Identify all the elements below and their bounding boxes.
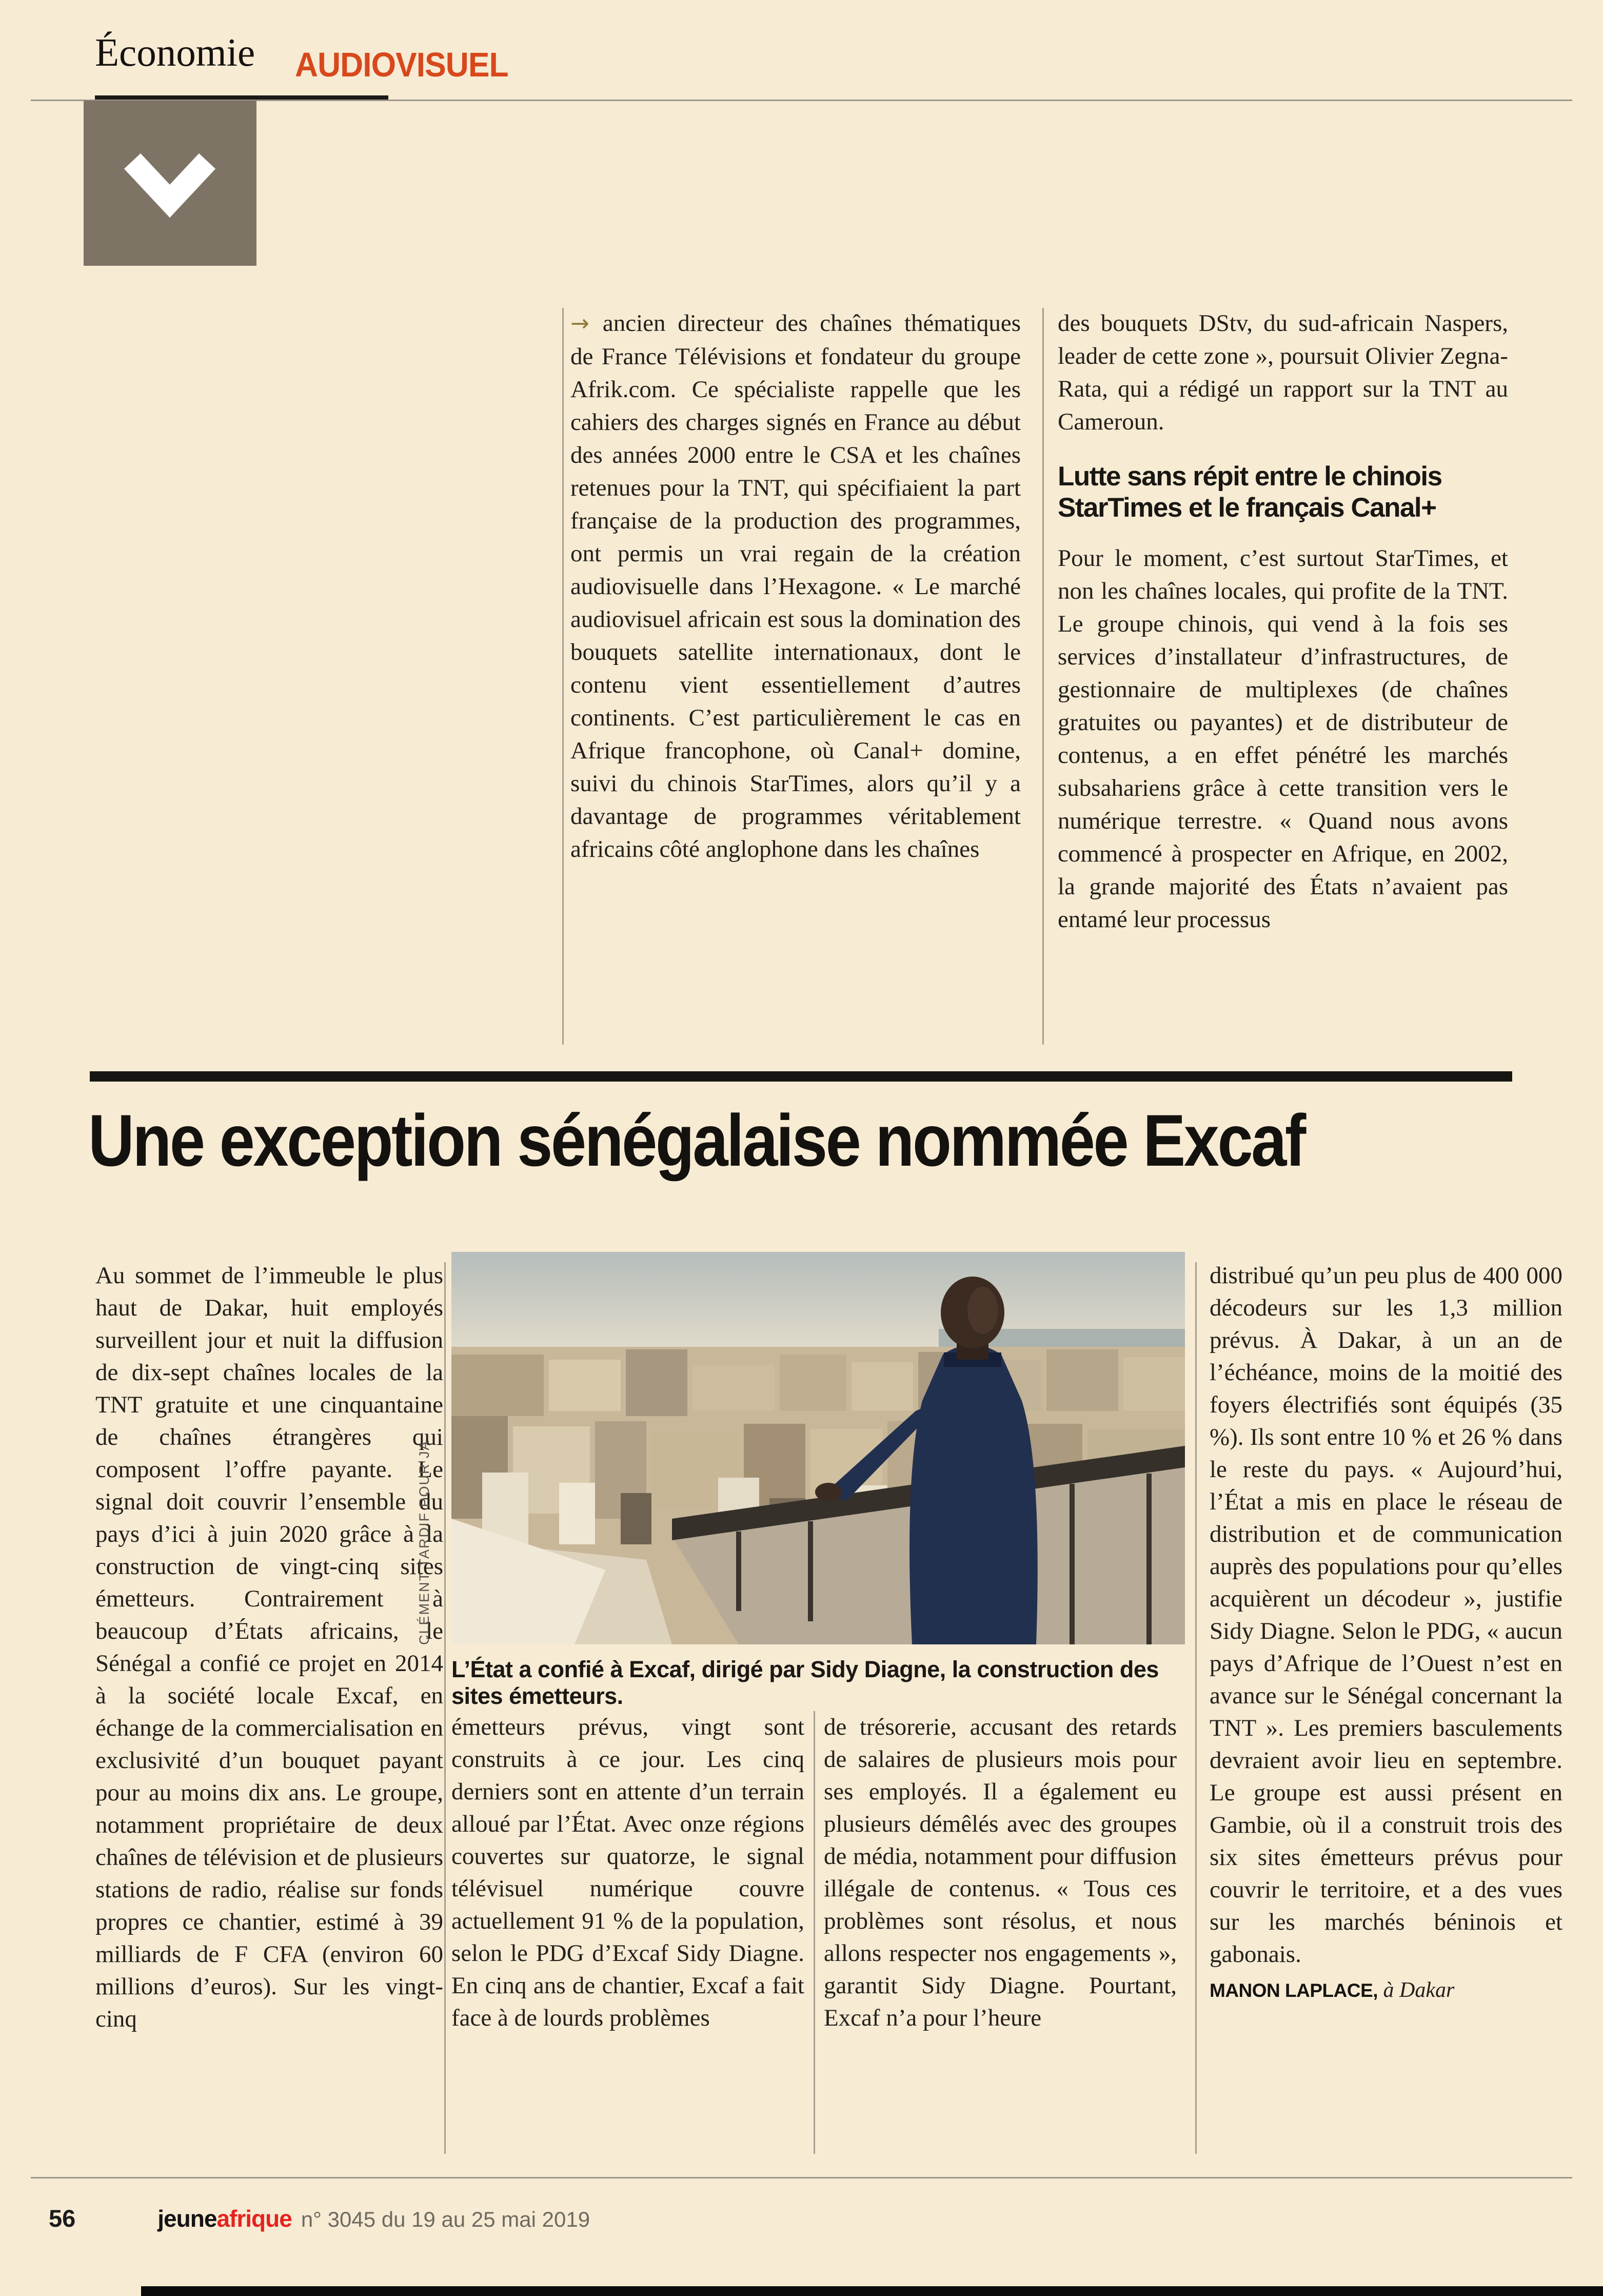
top-article-col2 <box>1058 307 1508 936</box>
byline-name: MANON LAPLACE, <box>1210 1980 1378 2001</box>
byline <box>1210 1978 1562 2003</box>
feature-headline-text: Une exception sénégalaise nommée Excaf <box>88 1100 1304 1182</box>
column-rule <box>814 1711 815 2154</box>
top-article-col1-body: ancien directeur des chaînes thématiques de France Télévisions et fondateur du groupe Afrik.com. Ce spécialiste rappelle que les cahiers des charges signés en France au début des années 2000 entre le CSA et les chaînes retenues pour la TNT, qui spécifiaient la part française de la production des programmes, ont permis un vrai regain de la création audiovisuelle dans l’Hexagone. « Le marché audiovisuel africain est sous la domination des bouquets satellite internationaux, dont le contenu vient essentiellement d’autres continents. C’est particulièrement le cas en Afrique francophone, où Canal+ domine, suivi du chinois StarTimes, alors qu’il y a davantage de programmes véritablement africains côté anglophone dans les chaînes <box>570 310 1021 862</box>
top-article-col2-body: Pour le moment, c’est surtout StarTimes, et non les chaînes locales, qui profite de la TNT. Le groupe chinois, qui vend à la fois ses services d’installateur d’infrastructures, de gestionnaire de multiplexes (de chaînes gratuites ou payantes) et de distributeur de contenus, a en effet pénétré les marchés subsahariens grâce à cette transition vers le numérique terrestre. « Quand nous avons commencé à prospecter en Afrique, en 2002, la grande majorité des États n’avaient pas entamé leur processus <box>1058 545 1508 933</box>
issue-info: n° 3045 du 19 au 25 mai 2019 <box>301 2207 590 2231</box>
feature-col3 <box>824 1711 1177 2034</box>
footer-rule <box>31 2177 1572 2179</box>
feature-divider <box>90 1071 1512 1082</box>
photo-caption: L’État a confié à Excaf, dirigé par Sidy Diagne, la construction des sites émetteurs. <box>451 1656 1159 1709</box>
photo-sidy-diagne <box>451 1252 1185 1644</box>
rubric-label: AUDIOVISUEL <box>295 46 508 84</box>
column-rule <box>444 1262 446 2154</box>
magazine-logo-jeune: jeune <box>157 2205 217 2232</box>
header-rule <box>31 100 1572 101</box>
feature-col2 <box>451 1711 804 2034</box>
column-rule <box>562 308 564 1045</box>
magazine-logo <box>157 2205 292 2232</box>
continuation-arrow-icon: → <box>570 310 589 337</box>
top-article-col1 <box>570 307 1021 866</box>
footer <box>49 2204 590 2232</box>
feature-col4-text: distribué qu’un peu plus de 400 000 décodeurs sur les 1,3 million prévus. À Dakar, à un an de l’échéance, moins de la moitié des foyers électrifiés sont équipés (35 %). Ils sont entre 10 % et 26 % dans le reste du pays. « Aujourd’hui, l’État a mis en place le réseau de distribution et de communication auprès des populations pour qu’elles acquièrent un décodeur », justifie Sidy Diagne. Selon le PDG, « aucun pays d’Afrique de l’Ouest n’est en avance sur le Sénégal concernant la TNT ». Les premiers basculements devraient avoir lieu en septembre. Le groupe est aussi présent en Gambie, où il a construit trois des six sites émetteurs prévus pour couvrir le territoire, et a des vues sur les marchés béninois et gabonais. <box>1210 1262 1562 1968</box>
feature-col4 <box>1210 1260 1562 2003</box>
feature-headline <box>88 1099 1486 1183</box>
feature-col1 <box>95 1260 443 2035</box>
column-rule <box>1195 1262 1197 2154</box>
subhead: Lutte sans répit entre le chinois StarTimes et le français Canal+ <box>1058 461 1442 523</box>
feature-col1-text: Au sommet de l’immeuble le plus haut de Dakar, huit employés surveillent jour et nuit la diffusion de dix-sept chaînes locales de la TNT gratuite et une cinquantaine de chaînes étrangères qui composent l’offre payante. Le signal doit couvrir l’ensemble du pays d’ici à juin 2020 grâce à la construction de vingt-cinq sites émetteurs. Contrairement à beaucoup d’États africains, le Sénégal a confié ce projet en 2014 à la société locale Excaf, en échange de la commercialisation en exclusivité d’un bouquet payant pour au moins dix ans. Le groupe, notamment propriétaire de deux chaînes de télévision et de plusieurs stations de radio, réalise sur fonds propres ce chantier, estimé à 39 milliards de F CFA (environ 60 millions d’euros). Sur les vingt-cinq <box>95 1262 443 2032</box>
bottom-bar <box>141 2286 1603 2296</box>
photo-illustration <box>451 1252 1185 1644</box>
section-title: Économie <box>95 30 255 74</box>
photo-credit: CLÉMENT TARDIF POUR JA <box>417 1440 432 1645</box>
feature-col2-text: émetteurs prévus, vingt sont construits à ce jour. Les cinq derniers sont en attente d’un terrain alloué par l’État. Avec onze régions couvertes sur quatorze, le signal télévisuel numérique couvre actuellement 91 % de la population, selon le PDG d’Excaf Sidy Diagne. En cinq ans de chantier, Excaf a fait face à de lourds problèmes <box>451 1714 804 2031</box>
magazine-logo-afrique: afrique <box>216 2205 292 2232</box>
down-chevron-tile <box>84 101 256 266</box>
top-article-col1-text <box>570 307 1021 866</box>
chevron-down-icon <box>84 101 256 266</box>
page-number: 56 <box>49 2205 76 2232</box>
top-article-col2-intro: des bouquets DStv, du sud-africain Naspers, leader de cette zone », poursuit Olivier Zegna-Rata, qui a rédigé un rapport sur la TNT au Cameroun. <box>1058 310 1508 435</box>
feature-col3-text: de trésorerie, accusant des retards de salaires de plusieurs mois pour ses employés. Il a également eu plusieurs démêlés avec des groupes de média, notamment pour diffusion illégale de contenus. « Tous ces problèmes sont résolus, et nous allons respecter nos engagements », garantit Sidy Diagne. Pourtant, Excaf n’a pour l’heure <box>824 1714 1177 2031</box>
column-rule <box>1042 308 1044 1045</box>
byline-location: à Dakar <box>1378 1978 1455 2002</box>
